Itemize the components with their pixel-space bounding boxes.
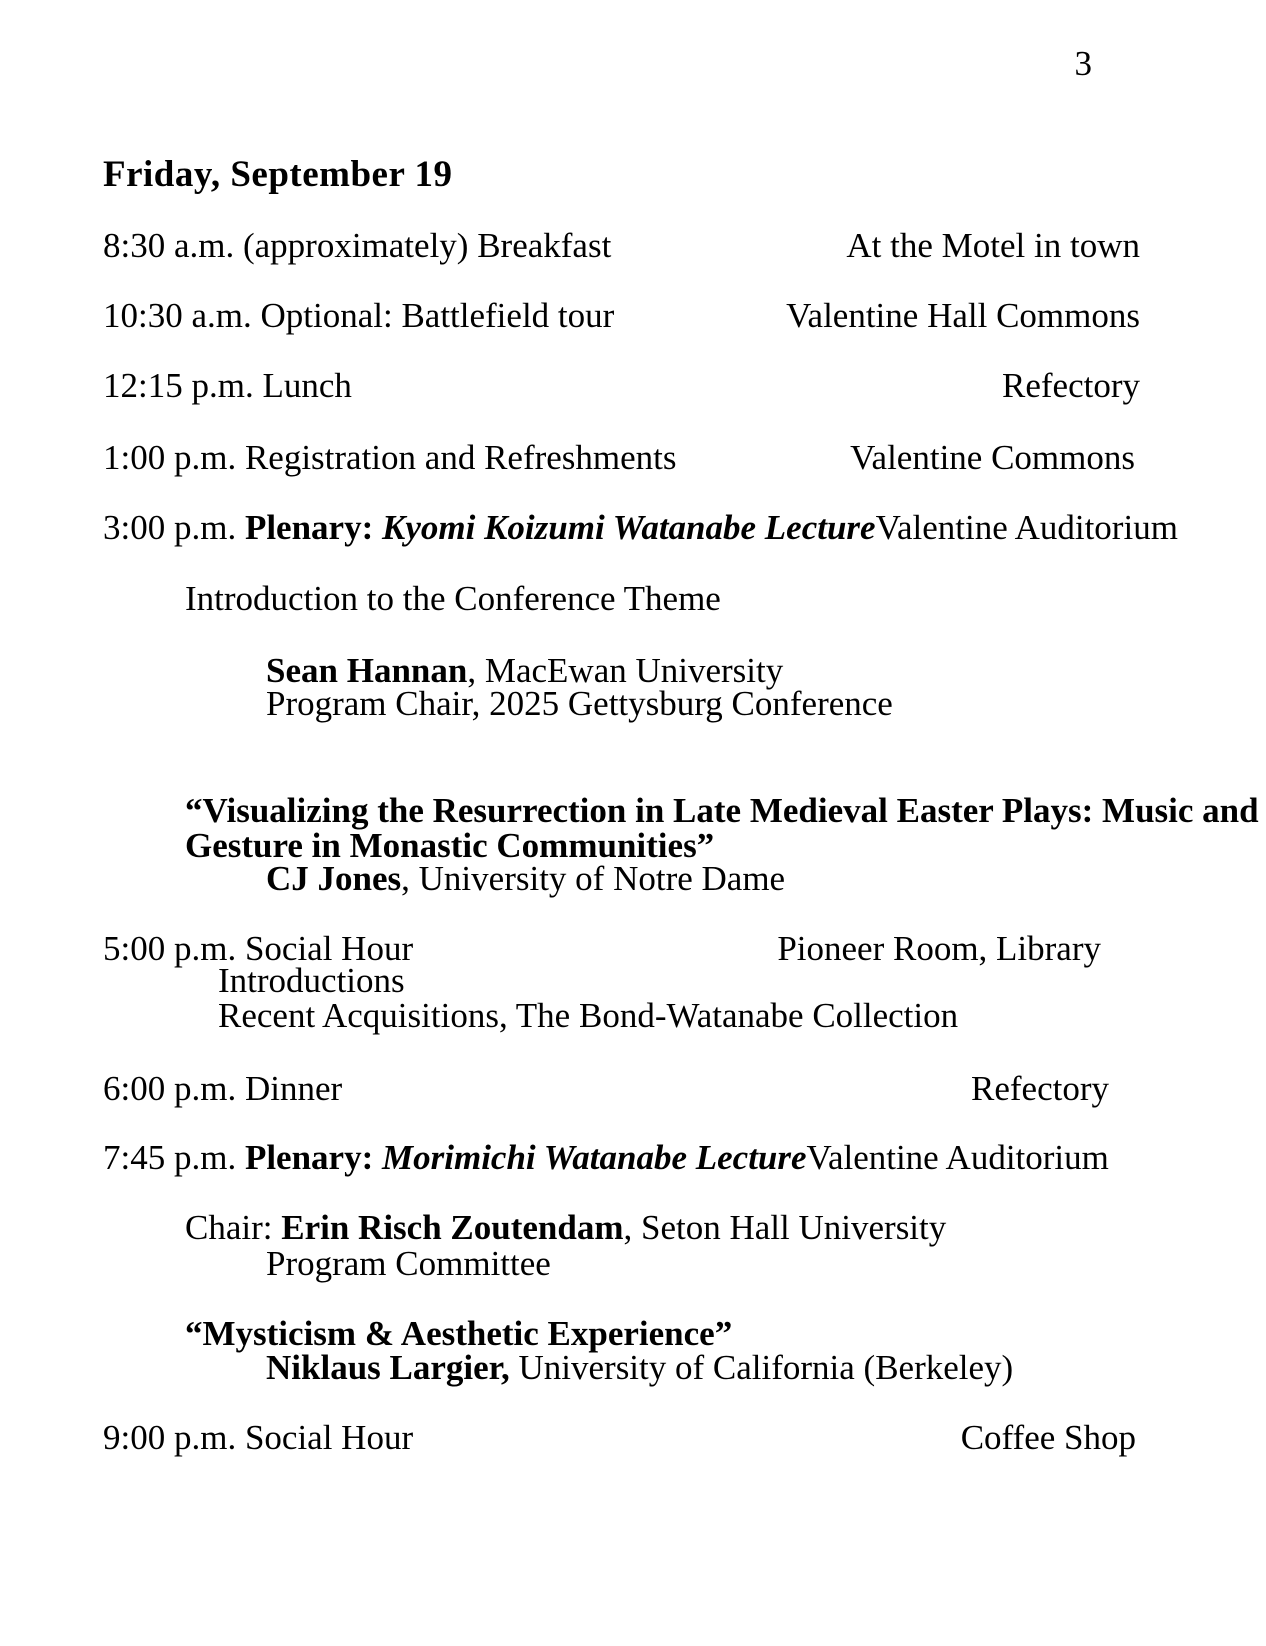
schedule-row-breakfast <box>103 228 1140 263</box>
chair-role-line: Program Committee <box>266 1244 551 1283</box>
talk-speaker-affiliation: , University of Notre Dame <box>401 859 786 898</box>
page-number: 3 <box>1074 44 1092 83</box>
event-label-plenary: Plenary: <box>244 508 382 547</box>
social-sub-line-1: Introductions <box>218 961 405 1000</box>
chair-name: Erin Risch Zoutendam <box>281 1208 624 1247</box>
talk2-speaker-line <box>266 1350 1013 1385</box>
schedule-row-plenary-watanabe-2 <box>103 1138 1109 1177</box>
schedule-row-dinner <box>103 1071 1109 1106</box>
event-location: Valentine Commons <box>850 438 1135 477</box>
talk2-title-line: “Mysticism & Aesthetic Experience” <box>185 1314 733 1353</box>
event-location: Refectory <box>1002 366 1140 405</box>
event-time: 7:45 p.m. <box>103 1138 245 1177</box>
intro-theme-line: Introduction to the Conference Theme <box>185 579 721 618</box>
chair-line <box>185 1210 946 1245</box>
talk-title-line-1: “Visualizing the Resurrection in Late Medieval Easter Plays: Music and <box>185 791 1259 830</box>
event-location: Refectory <box>971 1069 1109 1108</box>
lecture-name: Kyomi Koizumi Watanabe Lecture <box>382 508 876 547</box>
event-text: 10:30 a.m. Optional: Battlefield tour <box>103 296 615 335</box>
schedule-row-battlefield-tour <box>103 298 1140 333</box>
event-location: Valentine Auditorium <box>875 508 1178 547</box>
event-text: 8:30 a.m. (approximately) Breakfast <box>103 226 612 265</box>
event-text: 1:00 p.m. Registration and Refreshments <box>103 438 677 477</box>
talk-speaker-line <box>266 861 785 896</box>
speaker-role-line: Program Chair, 2025 Gettysburg Conference <box>266 684 893 723</box>
speaker-name: Sean Hannan <box>266 651 468 690</box>
day-heading: Friday, September 19 <box>103 154 453 195</box>
event-time: 3:00 p.m. <box>103 508 245 547</box>
event-text: 9:00 p.m. Social Hour <box>103 1418 414 1457</box>
speaker-affiliation: , MacEwan University <box>467 651 784 690</box>
chair-label: Chair: <box>185 1208 282 1247</box>
lecture-name: Morimichi Watanabe Lecture <box>382 1138 807 1177</box>
event-text: 6:00 p.m. Dinner <box>103 1069 343 1108</box>
schedule-row-registration <box>103 440 1135 475</box>
schedule-row-social-hour-2 <box>103 1420 1136 1455</box>
event-location: Coffee Shop <box>960 1418 1136 1457</box>
event-text <box>103 510 876 545</box>
talk-title-line-2: Gesture in Monastic Communities” <box>185 826 715 865</box>
speaker-line <box>266 653 783 688</box>
event-text <box>103 1140 807 1175</box>
schedule-row-plenary-watanabe-1 <box>103 508 1178 547</box>
event-label-plenary: Plenary: <box>244 1138 382 1177</box>
event-text: 5:00 p.m. Social Hour <box>103 929 414 968</box>
talk-speaker-name: CJ Jones <box>266 859 402 898</box>
social-sub-line-2: Recent Acquisitions, The Bond-Watanabe Collection <box>218 996 959 1035</box>
schedule-row-lunch <box>103 368 1140 403</box>
talk2-speaker-name: Niklaus Largier, <box>266 1348 510 1387</box>
event-text: 12:15 p.m. Lunch <box>103 366 352 405</box>
event-location: Pioneer Room, Library <box>777 929 1101 968</box>
event-location: At the Motel in town <box>846 226 1140 265</box>
chair-affiliation: , Seton Hall University <box>623 1208 947 1247</box>
event-location: Valentine Auditorium <box>806 1138 1109 1177</box>
event-location: Valentine Hall Commons <box>786 296 1140 335</box>
talk2-speaker-affiliation: University of California (Berkeley) <box>509 1348 1014 1387</box>
